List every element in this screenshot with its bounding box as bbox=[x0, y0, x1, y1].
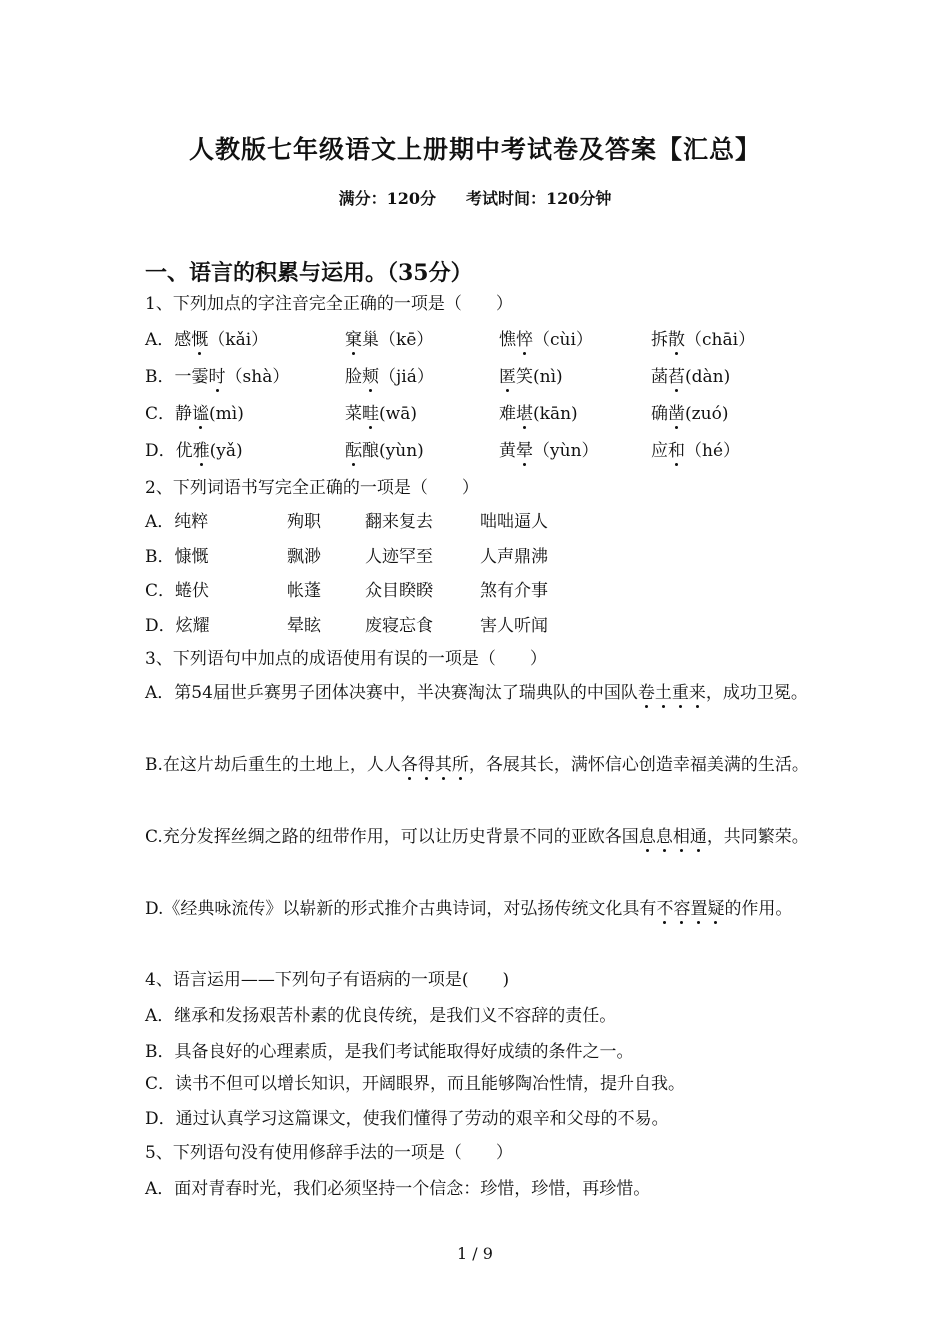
pinyin-option: 菡萏(dàn) bbox=[651, 367, 731, 387]
word-option: 殉职 bbox=[287, 512, 321, 532]
dotted-char: 来 bbox=[688, 683, 706, 703]
pinyin-option: 菜畦(wā) bbox=[345, 404, 417, 424]
section-heading: 一、语言的积累与运用。（35分） bbox=[145, 260, 473, 286]
dotted-char: 通 bbox=[689, 827, 707, 847]
word-option: 帐蓬 bbox=[287, 581, 321, 601]
pinyin-option: 憔悴（cùi） bbox=[499, 330, 593, 350]
pinyin-option: C．静谧(mì) bbox=[145, 404, 244, 424]
dotted-idiom bbox=[656, 899, 724, 919]
exam-time: 考试时间：120分钟 bbox=[466, 189, 612, 208]
word-option: D．炫耀 bbox=[145, 615, 210, 636]
question-3-option-b: B.在这片劫后重生的土地上，人人各得其所，各展其长，满怀信心创造幸福美满的生活。 bbox=[145, 755, 809, 775]
pinyin-option: 拆散（chāi） bbox=[651, 330, 756, 350]
question-3-option-c: C.充分发挥丝绸之路的纽带作用，可以让历史背景不同的亚欧各国息息相通，共同繁荣。 bbox=[145, 827, 809, 847]
pinyin-option: A．感慨（kǎi） bbox=[145, 330, 269, 350]
dotted-char: 各 bbox=[400, 755, 418, 775]
question-2-stem: 2、下列词语书写完全正确的一项是（ ） bbox=[145, 478, 479, 498]
full-score: 满分：120分 bbox=[338, 189, 436, 208]
word-option: 翻来复去 bbox=[365, 512, 433, 532]
pinyin-option: 酝酿(yùn) bbox=[345, 441, 424, 461]
dotted-char: 不 bbox=[656, 899, 674, 919]
question-4-option: B．具备良好的心理素质，是我们考试能取得好成绩的条件之一。 bbox=[145, 1042, 634, 1062]
dotted-idiom bbox=[639, 827, 707, 847]
question-1-stem: 1、下列加点的字注音完全正确的一项是（ ） bbox=[145, 294, 513, 314]
dotted-char: 息 bbox=[638, 827, 656, 847]
word-option: 煞有介事 bbox=[480, 581, 548, 601]
dotted-char: 土 bbox=[654, 683, 672, 703]
word-option: 人迹罕至 bbox=[365, 546, 433, 567]
word-option: 咄咄逼人 bbox=[480, 512, 548, 532]
question-4-option: A．继承和发扬艰苦朴素的优良传统，是我们义不容辞的责任。 bbox=[145, 1006, 617, 1026]
dotted-char: 容 bbox=[673, 899, 691, 919]
page-title: 人教版七年级语文上册期中考试卷及答案【汇总】 bbox=[188, 135, 761, 164]
word-option: 飘渺 bbox=[287, 546, 321, 567]
dotted-idiom bbox=[401, 755, 469, 775]
question-4-stem: 4、语言运用——下列句子有语病的一项是( ) bbox=[145, 970, 510, 990]
pinyin-option: 脸颊（jiá） bbox=[345, 367, 434, 387]
dotted-char: 疑 bbox=[707, 899, 725, 919]
question-3-option-a: A．第54届世乒赛男子团体决赛中，半决赛淘汰了瑞典队的中国队卷土重来，成功卫冕。 bbox=[145, 683, 808, 703]
pinyin-option: 难堪(kān) bbox=[499, 404, 578, 424]
pinyin-option: D．优雅(yǎ) bbox=[145, 441, 243, 461]
dotted-char: 得 bbox=[417, 755, 435, 775]
word-option: 害人听闻 bbox=[480, 615, 548, 636]
question-3-option-d: D.《经典咏流传》以崭新的形式推介古典诗词，对弘扬传统文化具有不容置疑的作用。 bbox=[145, 899, 793, 919]
word-option: 晕眩 bbox=[287, 615, 321, 636]
word-option: B．慷慨 bbox=[145, 546, 209, 567]
exam-info bbox=[0, 186, 950, 209]
dotted-char: 其 bbox=[434, 755, 452, 775]
word-option: 废寝忘食 bbox=[365, 615, 433, 636]
dotted-char: 所 bbox=[451, 755, 469, 775]
dotted-char: 息 bbox=[655, 827, 673, 847]
pinyin-option: 应和（hé） bbox=[651, 441, 741, 461]
dotted-char: 置 bbox=[690, 899, 708, 919]
pinyin-option: 匿笑(nì) bbox=[499, 367, 563, 387]
pinyin-option: B．一霎时（shà） bbox=[145, 367, 290, 387]
question-4-option: C．读书不但可以增长知识，开阔眼界，而且能够陶冶性情，提升自我。 bbox=[145, 1074, 686, 1094]
word-option: A．纯粹 bbox=[145, 512, 209, 532]
dotted-char: 卷 bbox=[637, 683, 655, 703]
word-option: C．蜷伏 bbox=[145, 581, 210, 601]
question-3-stem: 3、下列语句中加点的成语使用有误的一项是（ ） bbox=[145, 649, 547, 669]
dotted-char: 相 bbox=[672, 827, 690, 847]
pinyin-option: 黄晕（yùn） bbox=[499, 441, 599, 461]
word-option: 众目睽睽 bbox=[365, 581, 433, 601]
dotted-char: 重 bbox=[671, 683, 689, 703]
pinyin-option: 窠巢（kē） bbox=[345, 330, 434, 350]
question-5-stem: 5、下列语句没有使用修辞手法的一项是（ ） bbox=[145, 1143, 513, 1163]
page-number: 1 / 9 bbox=[457, 1244, 493, 1263]
word-option: 人声鼎沸 bbox=[480, 546, 548, 567]
pinyin-option: 确凿(zuó) bbox=[651, 404, 729, 424]
question-5-option: A．面对青春时光，我们必须坚持一个信念：珍惜，珍惜，再珍惜。 bbox=[145, 1179, 651, 1199]
question-4-option: D．通过认真学习这篇课文，使我们懂得了劳动的艰辛和父母的不易。 bbox=[145, 1109, 669, 1129]
dotted-idiom bbox=[638, 683, 706, 703]
